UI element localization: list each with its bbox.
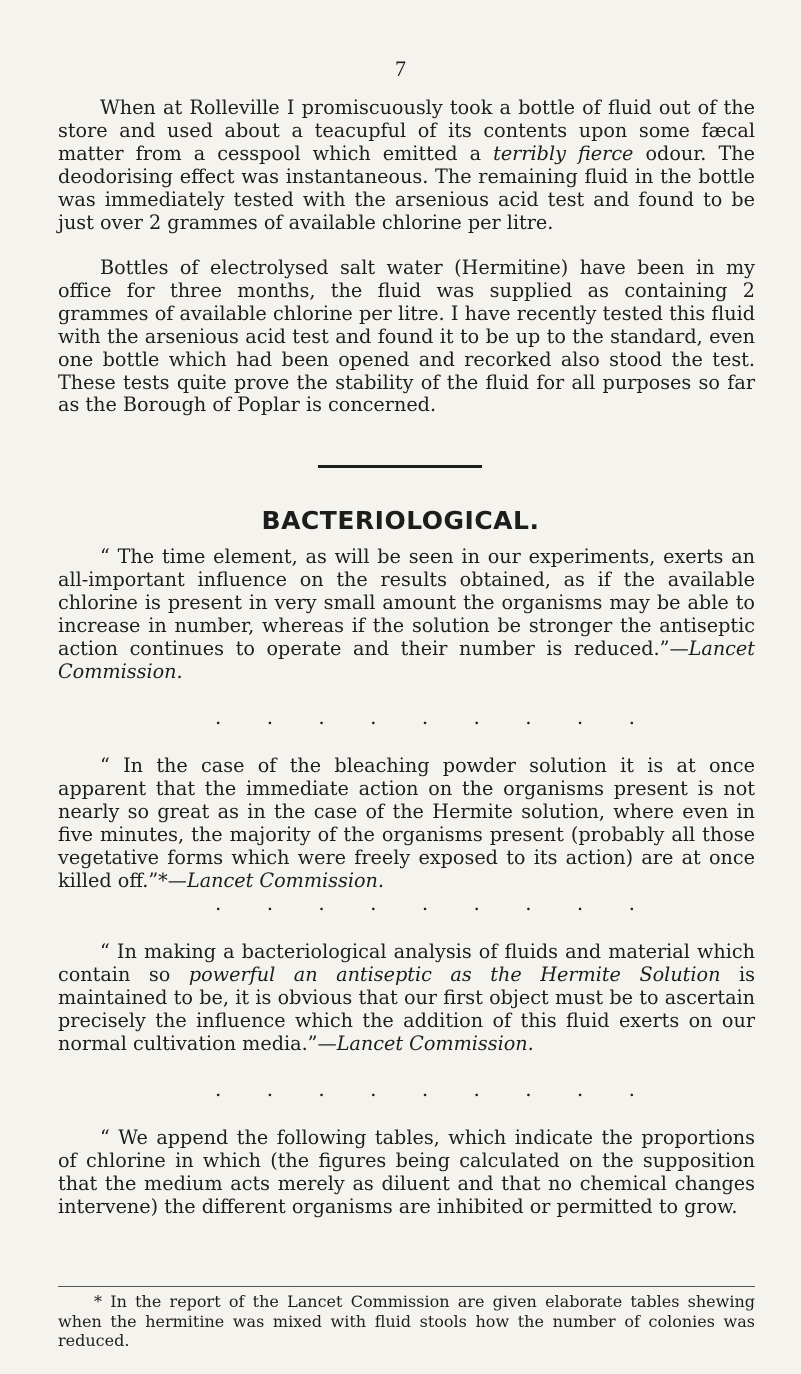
dot: . (576, 1077, 584, 1101)
intro-paragraph-1 (58, 97, 755, 234)
dot: . (370, 705, 377, 729)
quote-4: “ We append the following tables, which indicate the proportions of chlorine in which (the figures being calculated on the supposition that the medium acts merely as diluent and that no chemical changes intervene) the different organisms are inhibited or permitted to grow. (58, 1126, 755, 1218)
dot: . (266, 1077, 274, 1101)
dot: . (473, 1077, 480, 1101)
quote-3-text-a: “ In making a bacteriological analysis of fluids and material which contain so (58, 940, 755, 986)
footnote-divider (58, 1286, 755, 1287)
ellipsis-row-3 (215, 1077, 635, 1101)
quote-2-text: “ In the case of the bleaching powder solution it is at once apparent that the immediate action on the organisms present is not nearly so great as in the case of the Hermite solution, where even in five minutes, the majority of the organisms present (probably all those vegetative forms which were freely exposed to its action) are at once killed off.”*— (58, 754, 755, 892)
quote-2-source: Lancet Commission. (186, 868, 385, 892)
quote-3-italic: powerful an antiseptic as the Hermite Solution (188, 962, 721, 986)
quote-3-source: Lancet Commission. (336, 1031, 534, 1055)
dot: . (421, 705, 429, 729)
quote-1-text: “ The time element, as will be seen in our experiments, exerts an all-important influence on the results obtained, as if the available chlorine is present in very small amount the organisms may be able to increase in number, whereas if the solution be stronger the antiseptic action continues to operate and their number is reduced.”— (58, 545, 755, 660)
dot: . (473, 891, 480, 915)
dot: . (576, 891, 584, 915)
intro-p1-italic: terribly fierce (493, 141, 634, 165)
dot: . (215, 1077, 222, 1101)
quote-1-source: Lancet Commission. (58, 636, 755, 683)
dot: . (370, 891, 377, 915)
ellipsis-row-1 (215, 705, 635, 729)
dot: . (318, 891, 325, 915)
dot: . (421, 1077, 429, 1101)
dot: . (628, 1077, 635, 1101)
dot: . (628, 705, 635, 729)
dot: . (318, 705, 325, 729)
page-number: 7 (395, 56, 406, 81)
quote-2 (58, 755, 755, 892)
dot: . (266, 891, 274, 915)
dot: . (421, 891, 429, 915)
dot: . (215, 891, 222, 915)
section-divider (318, 465, 482, 468)
dot: . (525, 891, 532, 915)
dot: . (318, 1077, 325, 1101)
ellipsis-row-2 (215, 891, 635, 915)
dot: . (215, 705, 222, 729)
section-heading: BACTERIOLOGICAL. (261, 506, 540, 535)
intro-paragraph-2: Bottles of electrolysed salt water (Hermitine) have been in my office for three months, the fluid was supplied as containing 2 grammes of available chlorine per litre. I have recently tested this fluid with the arsenious acid test and found it to be up to the standard, even one bottle which had been opened and recorked also stood the test. These tests quite prove the stability of the fluid for all purposes so far as the Borough of Poplar is concerned. (58, 256, 755, 417)
dot: . (525, 1077, 532, 1101)
quote-3-text-b: is maintained to be, it is obvious that our first object must be to ascertain precisely the influence which the addition of this fluid exerts on our normal cultivation media.”— (58, 962, 755, 1055)
dot: . (370, 1077, 377, 1101)
quote-3 (58, 941, 755, 1056)
intro-p1-text-a: When at Rolleville I promiscuously took a bottle of fluid out of the store and used about a teacupful of its contents upon some fæcal matter from a cesspool which emitted a (58, 96, 755, 165)
dot: . (525, 705, 532, 729)
quote-1 (58, 546, 755, 683)
footnote: * In the report of the Lancet Commission are given elaborate tables shewing when the hermitine was mixed with fluid stools how the number of colonies was reduced. (58, 1292, 755, 1350)
dot: . (628, 891, 635, 915)
intro-p1-text-b: odour. The deodorising effect was instantaneous. The remaining fluid in the bottle was immediately tested with the arsenious acid test and found to be just over 2 grammes of available chlorine per litre. (58, 141, 755, 234)
dot: . (473, 705, 480, 729)
dot: . (266, 705, 274, 729)
dot: . (576, 705, 584, 729)
